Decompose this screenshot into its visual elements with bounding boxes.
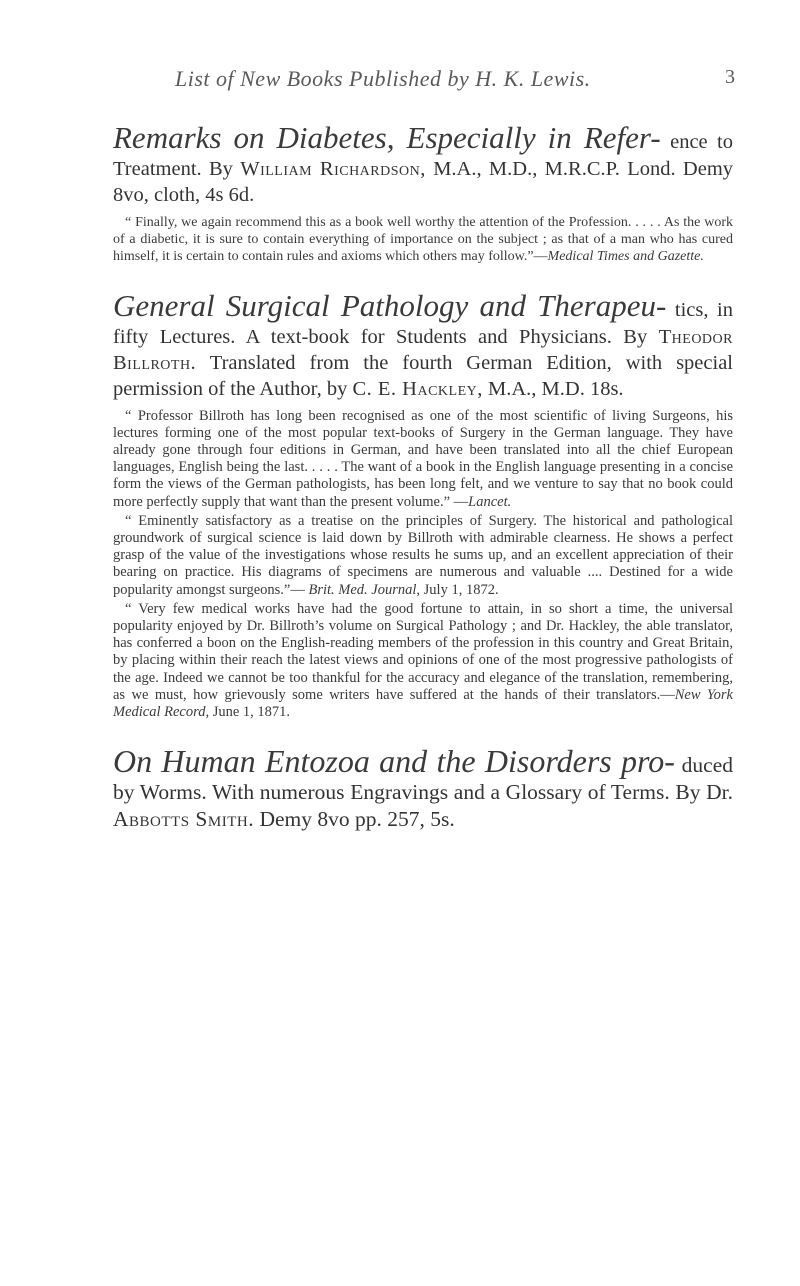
book-entry-diabetes — [113, 120, 733, 266]
book-title: On Human Entozoa and the Disorders pro- — [113, 743, 675, 780]
page-number: 3 — [725, 66, 735, 88]
review-source: Medical Times and Gazette. — [547, 249, 704, 265]
author-prefix: By — [208, 158, 233, 180]
review-quote — [113, 601, 733, 721]
publication-details: Translated from the fourth German Edition, with special permission of the Author, by — [113, 351, 733, 400]
book-entry-human-entozoa — [113, 743, 733, 833]
review-source: Brit. Med. Journal, — [308, 581, 421, 598]
author-name: Theodor Billroth. — [113, 325, 733, 374]
review-date: June 1, 1871. — [209, 704, 291, 721]
book-entry-surgical-pathology — [113, 288, 733, 722]
entry-heading — [113, 120, 733, 208]
review-quote — [113, 214, 733, 266]
author-name: William Richardson, — [240, 158, 426, 180]
review-quote — [113, 408, 733, 511]
review-quote — [113, 513, 733, 599]
entry-heading — [113, 288, 733, 402]
book-title-continued: tics, in fifty Lectures. A text-book for Students and Physicians. — [113, 298, 733, 348]
book-title: Remarks on Diabetes, Especially in Refer- — [113, 120, 661, 155]
book-title-continued: duced by Worms. With numerous Engravings and a Glossary of Terms. — [113, 753, 734, 805]
book-title-continued: ence to Treatment. — [113, 131, 733, 180]
review-text: “ Very few medical works have had the good fortune to attain, in so short a time, the universal popularity enjoyed by Dr. Billroth’s volume on Surgical Pathology ; and Dr. Hackley, the able translator, has conferred a boon on the English-reading members of the profession in this country and Great Britain, by placing within their reach the latest views and opinions of one of the most progressive pathologists of the age. Indeed we cannot be too thankful for the accuracy and elegance of the translation, remembering, as we must, how grievously some writers have suffered at the hands of their translators.— — [113, 600, 733, 703]
review-text: “ Professor Billroth has long been recognised as one of the most scientific of living Surgeons, his lectures forming one of the most popular text-books of Surgery in the German language. They have already gone through four editions in German, and have been translated into all the chief European languages, English being the last. . . . . The want of a book in the English language presenting in a concise form the views of the German pathologists, has been long felt, and we venture to say that no book could more perfectly supply that want than the present volume.” — — [113, 407, 733, 510]
book-title: General Surgical Pathology and Therapeu- — [113, 287, 667, 323]
review-source: Lancet. — [468, 493, 512, 510]
author-name: Abbotts Smith. — [113, 807, 255, 832]
review-text: “ Finally, we again recommend this as a book well worthy the attention of the Profession. . . . . As the work of a diabetic, it is sure to contain everything of importance on the subject ; as that of a man who has cured himself, it is certain to contain rules and axioms which others may follow.”— — [113, 215, 733, 265]
review-source: New York Medical Record, — [113, 686, 733, 721]
translator-name: C. E. Hackley, — [352, 377, 483, 400]
review-date: July 1, 1872. — [420, 581, 499, 598]
running-title: List of New Books Published by H. K. Lewis. — [175, 66, 591, 91]
book-entries — [113, 120, 733, 855]
author-prefix: By Dr. — [675, 780, 734, 805]
publication-details: M.A., M.D., M.R.C.P. Lond. Demy 8vo, cloth, 4s 6d. — [113, 158, 734, 206]
publication-details-price: M.A., M.D. 18s. — [488, 377, 624, 400]
publication-details: Demy 8vo pp. 257, 5s. — [259, 807, 455, 832]
running-head — [175, 66, 735, 96]
review-text: “ Eminently satisfactory as a treatise on the principles of Surgery. The historical and pathological groundwork of surgical science is laid down by Billroth with admirable clearness. He shows a perfect grasp of the value of the investigations whose results he sums up, and an excellent appreciation of their bearing on practice. His diagrams of specimens are numerous and valuable .... Destined for a wide popularity amongst surgeons.”— — [113, 512, 733, 598]
entry-heading — [113, 743, 733, 833]
author-prefix: By — [623, 325, 648, 348]
